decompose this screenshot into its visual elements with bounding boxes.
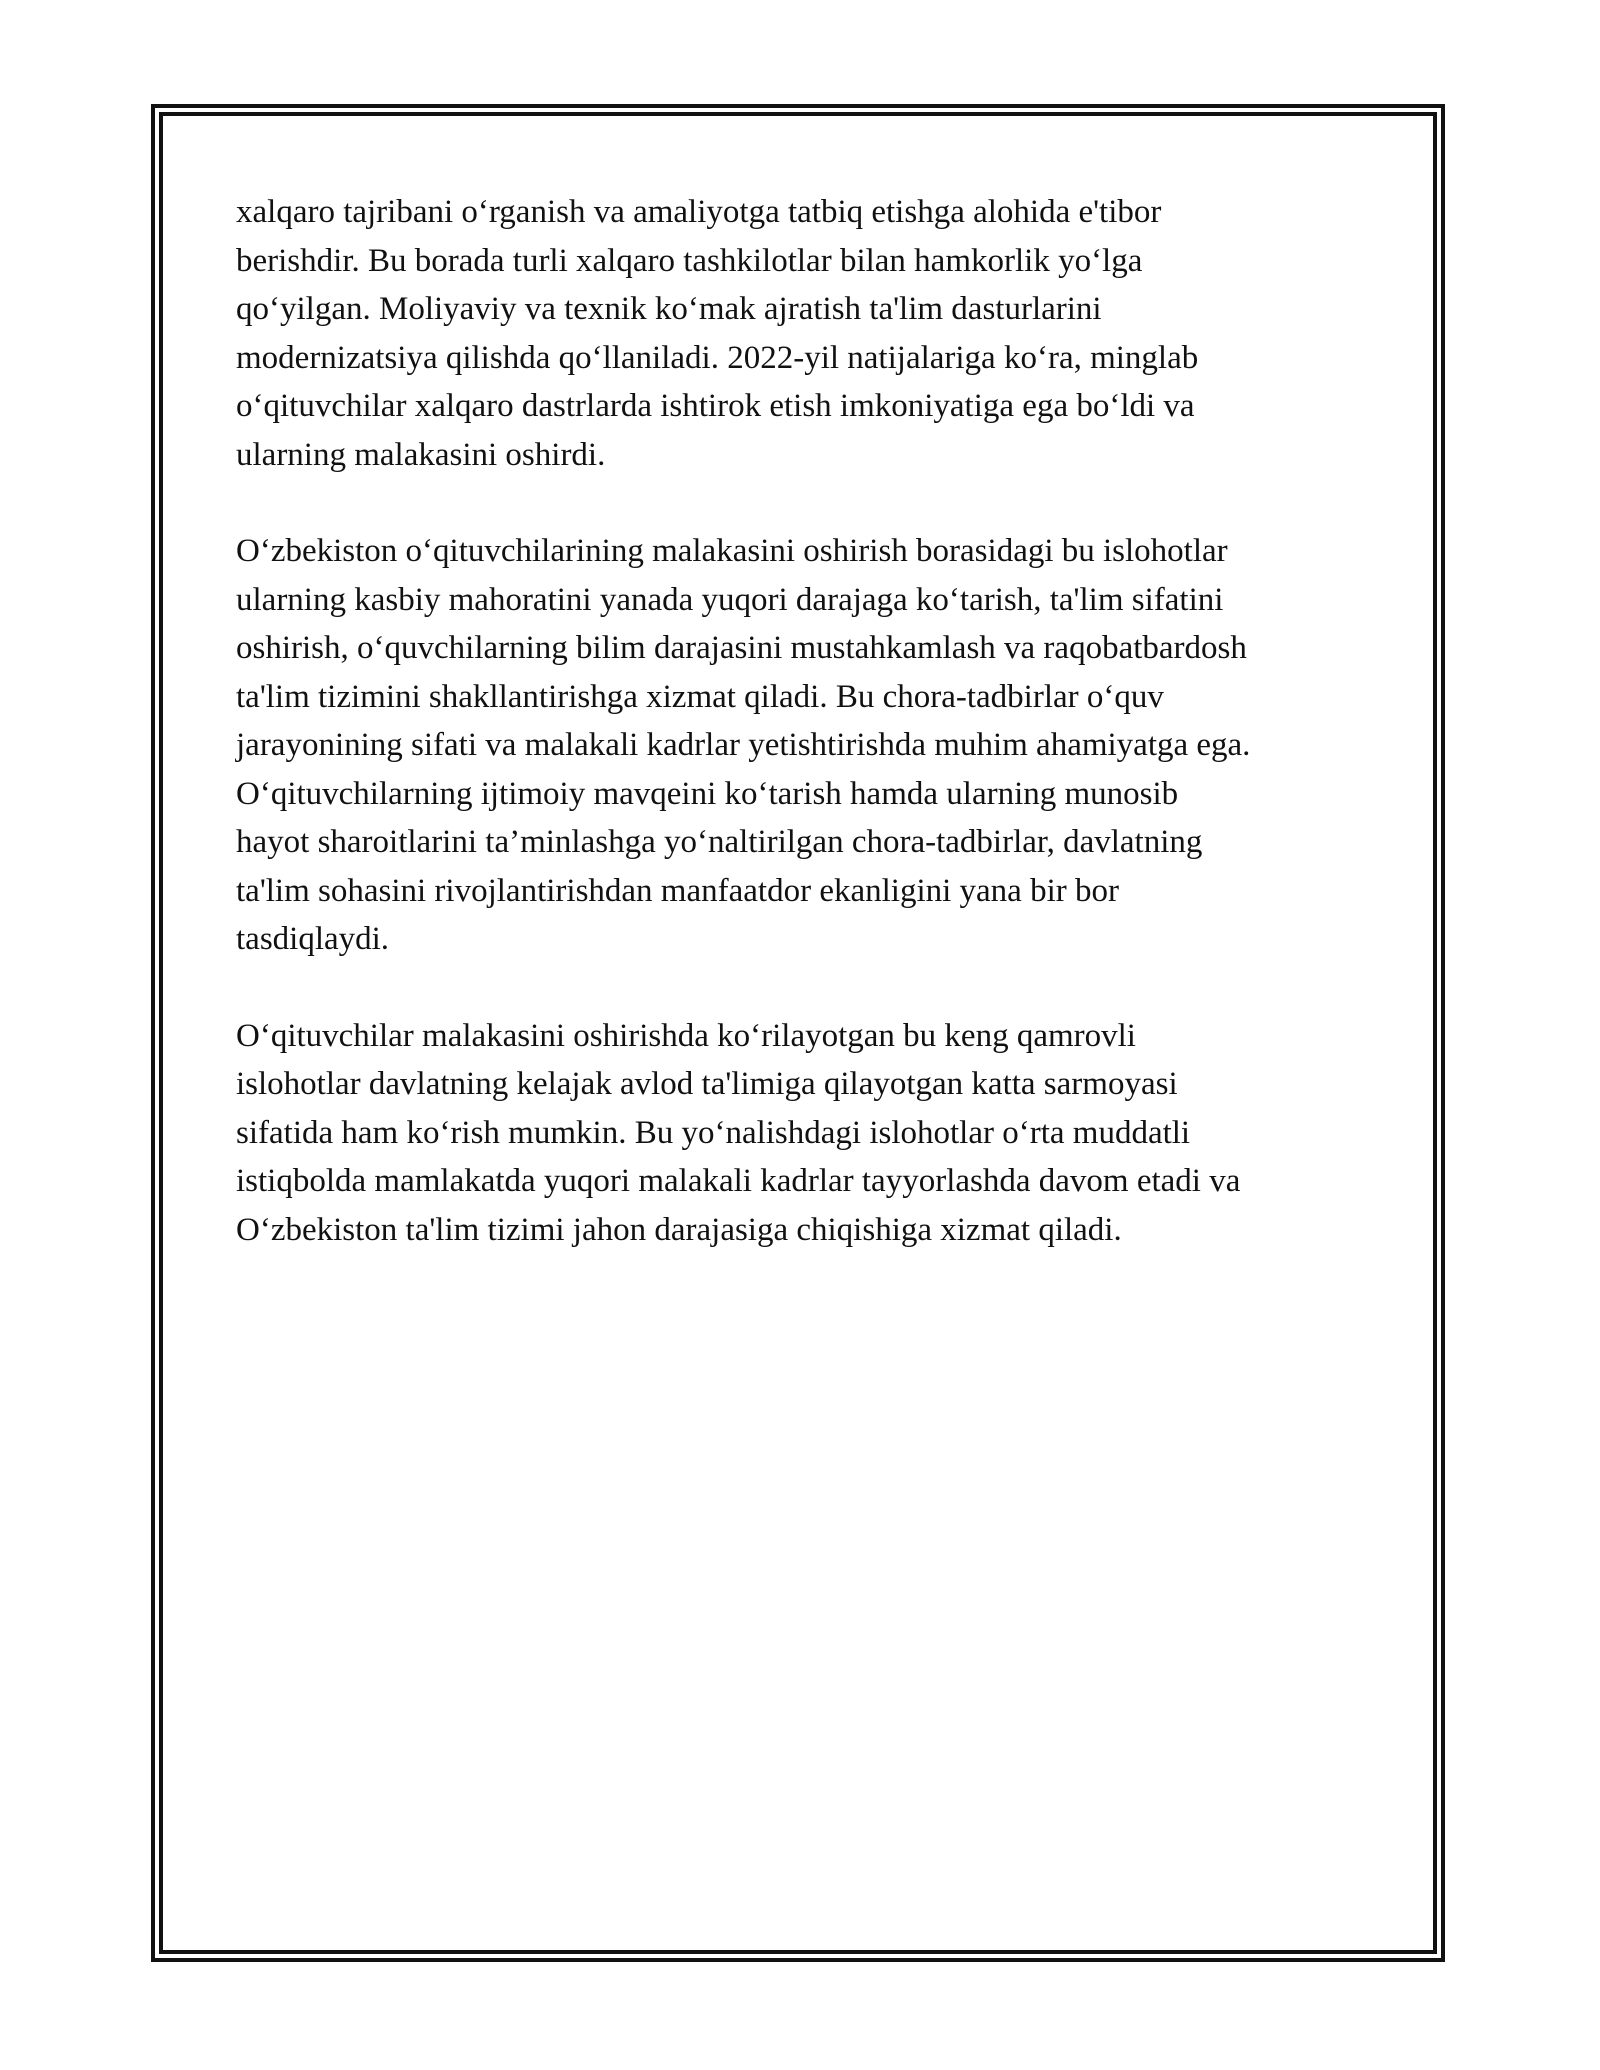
text-line: tasdiqlaydi. bbox=[236, 921, 390, 957]
text-line: o‘qituvchilar xalqaro dastrlarda ishtirok etish imkoniyatiga ega bo‘ldi va bbox=[236, 388, 1195, 424]
text-line: O‘qituvchilar malakasini oshirishda ko‘rilayotgan bu keng qamrovli bbox=[236, 1017, 1136, 1054]
paragraph-2 bbox=[236, 527, 1386, 964]
text-line: qo‘yilgan. Moliyaviy va texnik ko‘mak ajratish ta'lim dasturlarini bbox=[236, 291, 1102, 327]
text-line: O‘zbekiston o‘qituvchilarining malakasini oshirish borasidagi bu islohotlar bbox=[236, 533, 1228, 569]
text-line: xalqaro tajribani o‘rganish va amaliyotga tatbiq etishga alohida e'tibor bbox=[236, 194, 1162, 230]
text-line: ta'lim tizimini shakllantirishga xizmat qiladi. Bu chora-tadbirlar o‘quv bbox=[236, 678, 1164, 715]
paragraph-3 bbox=[236, 1012, 1386, 1255]
text-line: ularning malakasini oshirdi. bbox=[236, 436, 606, 473]
document-body bbox=[236, 188, 1386, 1302]
text-line: sifatida ham ko‘rish mumkin. Bu yo‘nalishdagi islohotlar o‘rta muddatli bbox=[236, 1114, 1191, 1151]
text-line: islohotlar davlatning kelajak avlod ta'limiga qilayotgan katta sarmoyasi bbox=[236, 1066, 1178, 1102]
text-line: O‘qituvchilarning ijtimoiy mavqeini ko‘tarish hamda ularning munosib bbox=[236, 775, 1179, 812]
text-line: ta'lim sohasini rivojlantirishdan manfaatdor ekanligini yana bir bor bbox=[236, 872, 1119, 909]
text-line: modernizatsiya qilishda qo‘llaniladi. 2022-yil natijalariga ko‘ra, minglab bbox=[236, 339, 1199, 376]
paragraph-1 bbox=[236, 188, 1386, 479]
text-line: oshirish, o‘quvchilarning bilim darajasini mustahkamlash va raqobatbardosh bbox=[236, 630, 1247, 666]
text-line: O‘zbekiston ta'lim tizimi jahon darajasiga chiqishiga xizmat qiladi. bbox=[236, 1211, 1122, 1248]
text-line: istiqbolda mamlakatda yuqori malakali kadrlar tayyorlashda davom etadi va bbox=[236, 1163, 1241, 1199]
text-line: hayot sharoitlarini ta’minlashga yo‘naltirilgan chora-tadbirlar, davlatning bbox=[236, 824, 1203, 860]
text-line: ularning kasbiy mahoratini yanada yuqori darajaga ko‘tarish, ta'lim sifatini bbox=[236, 581, 1224, 618]
text-line: berishdir. Bu borada turli xalqaro tashkilotlar bilan hamkorlik yo‘lga bbox=[236, 242, 1143, 279]
text-line: jarayonining sifati va malakali kadrlar yetishtirishda muhim ahamiyatga ega. bbox=[236, 727, 1251, 763]
